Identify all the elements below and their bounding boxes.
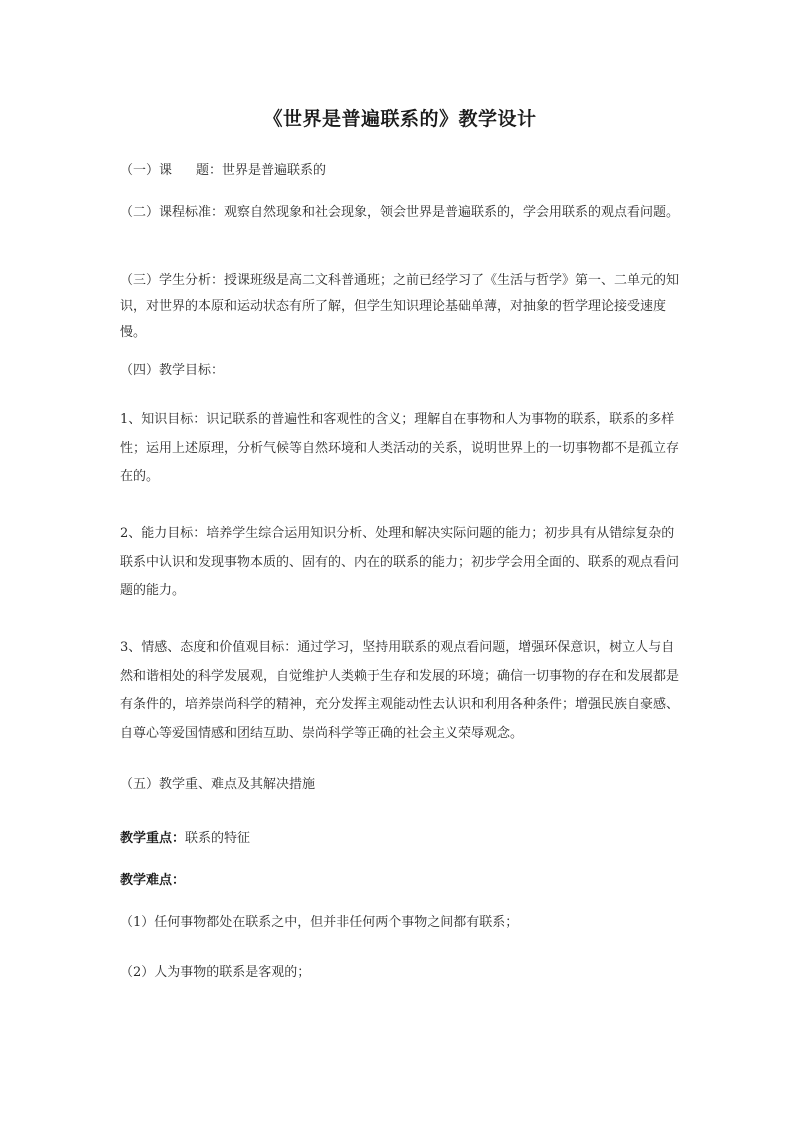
key-point-line [120,826,685,852]
difficulty-label-line [120,868,685,894]
section-4-teaching-goals: （四）教学目标： [120,363,225,378]
section-3-student-analysis: （三）学生分析：授课班级是高二文科普通班；之前已经学习了《生活与哲学》第一、二单元的知识，对世界的本原和运动状态有所了解，但学生知识理论基础单薄，对抽象的哲学理论接受速度慢。 [120,273,680,340]
difficulty-label: 教学难点： [120,873,186,888]
difficulty-item-2: （2）人为事物的联系是客观的； [120,965,311,980]
key-point-label: 教学重点： [120,831,186,846]
key-point-text: 联系的特征 [185,831,251,846]
section-1-prefix: （一）课 [120,163,173,178]
goal-2-ability: 2、能力目标：培养学生综合运用知识分析、处理和解决实际问题的能力；初步具有从错综复杂的联系中认识和发现事物本质的、固有的、内在的联系的能力；初步学会用全面的、联系的观点看问题的能力。 [120,526,680,598]
section-1-suffix: 题：世界是普遍联系的 [196,163,327,178]
goal-1-knowledge: 1、知识目标：识记联系的普遍性和客观性的含义；理解自在事物和人为事物的联系，联系的多样性；运用上述原理，分析气候等自然环境和人类活动的关系，说明世界上的一切事物都不是孤立存在的。 [120,412,680,484]
document-title: 《世界是普遍联系的》教学设计 [263,108,537,130]
section-5-key-difficult-points: （五）教学重、难点及其解决措施 [120,777,316,792]
difficulty-item-1: （1）任何事物都处在联系之中，但并非任何两个事物之间都有联系； [120,915,519,930]
section-2-curriculum-standard: （二）课程标准：观察自然现象和社会现象，领会世界是普遍联系的，学会用联系的观点看问题。 [120,205,680,220]
goal-3-emotion-attitude-values: 3、情感、态度和价值观目标：通过学习，坚持用联系的观点看问题，增强环保意识，树立人与自然和谐相处的科学发展观，自觉维护人类赖于生存和发展的环境；确信一切事物的存在和发展都是有条件的，培养崇尚科学的精神，充分发挥主观能动性去认识和利用各种条件；增强民族自豪感、自尊心等爱国情感和团结互助、崇尚科学等正确的社会主义荣辱观念。 [120,640,680,741]
section-1-course-title [120,158,685,184]
